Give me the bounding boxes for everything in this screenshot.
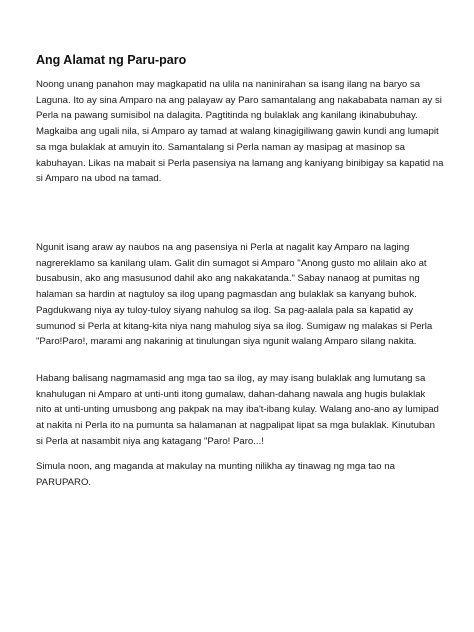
- paragraph-line: Laguna. Ito ay sina Amparo na ang palayaw ay Paro samantalang ang nakababata naman ay si: [36, 94, 442, 106]
- paragraph-line: halaman sa hardin at nagtuloy sa ilog upang pagmasdan ang bulaklak sa kanyang buhok.: [36, 289, 417, 301]
- paragraph-line: Pagdukwang niya ay tuloy-tuloy siyang nahulog sa ilog. Sa pag-aalala pala sa kapatid ay: [36, 304, 414, 316]
- paragraph-line: Noong unang panahon may magkapatid na ulila na naninirahan sa isang ilang na baryo sa: [36, 79, 421, 90]
- paragraph-line: Perla na pawang sumisibol na dalagita. Pagtitinda ng bulaklak ang kanilang ikinabubuhay.: [36, 110, 418, 122]
- paragraph-line: Simula noon, ang maganda at makulay na munting nilikha ay tinawag ng mga tao na: [36, 461, 395, 472]
- paragraph-line: nagrereklamo sa kanilang ulam. Galit din sumagot si Amparo "Anong gusto mo alilain ako at: [36, 257, 427, 269]
- paragraph-line: sumunod si Perla at kitang-kita niya nang mahulog siya sa ilog. Sumigaw ng malakas si Perla: [36, 320, 433, 332]
- paragraph-line: Habang balisang nagmamasid ang mga tao sa ilog, ay may isang bulaklak ang lumutang sa: [36, 373, 426, 384]
- document-page: [36, 52, 444, 488]
- paragraph-2: [36, 240, 432, 350]
- paragraph-line: PARUPARO.: [36, 476, 92, 488]
- paragraph-1: [36, 77, 442, 187]
- paragraph-3: [36, 371, 439, 450]
- paragraph-line: Magkaiba ang ugali nila, si Amparo ay tamad at walang kinagigiliwang gawin kundi ang lumapit: [36, 126, 439, 138]
- paragraph-line: knahulugan ni Amparo at unti-unti itong gumalaw, dahan-dahang nawala ang hugis bulaklak: [36, 388, 426, 400]
- paragraph-line: Ngunit isang araw ay naubos na ang pasensiya ni Perla at nagalit kay Amparo na laging: [36, 242, 410, 253]
- paragraph-line: busabusin, ako ang masusunod dahil ako ang nakakatanda." Sabay nanaog at pumitas ng: [36, 273, 420, 285]
- paragraph-line: kabuhayan. Likas na mabait si Perla pasensiya na lamang ang kaniyang binibigay sa kapatid na: [36, 157, 444, 169]
- paragraph-line: si Perla at nasambit niya ang katagang "Paro! Paro...!: [36, 435, 264, 447]
- paragraph-4: [36, 459, 395, 490]
- paragraph-line: sa mga bulaklak at amuyin ito. Samantalang si Perla naman ay masipag at masinop sa: [36, 141, 406, 153]
- paragraph-line: si Amparo na ubod na tamad.: [36, 173, 162, 185]
- paragraph-line: at nakita ni Perla ito na pumunta sa halamanan at nagpalipat lipat sa mga bulaklak. Kinutuban: [36, 420, 435, 432]
- paragraph-line: "Paro!Paro!, marami ang nakarinig at tinulungan siya ngunit walang Amparo silang nakita.: [36, 336, 417, 348]
- paragraph-line: nito at unti-unting umusbong ang pakpak na may iba't-ibang kulay. Walang ano-ano ay lumipad: [36, 404, 439, 416]
- document-title: Ang Alamat ng Paru-paro: [36, 53, 187, 67]
